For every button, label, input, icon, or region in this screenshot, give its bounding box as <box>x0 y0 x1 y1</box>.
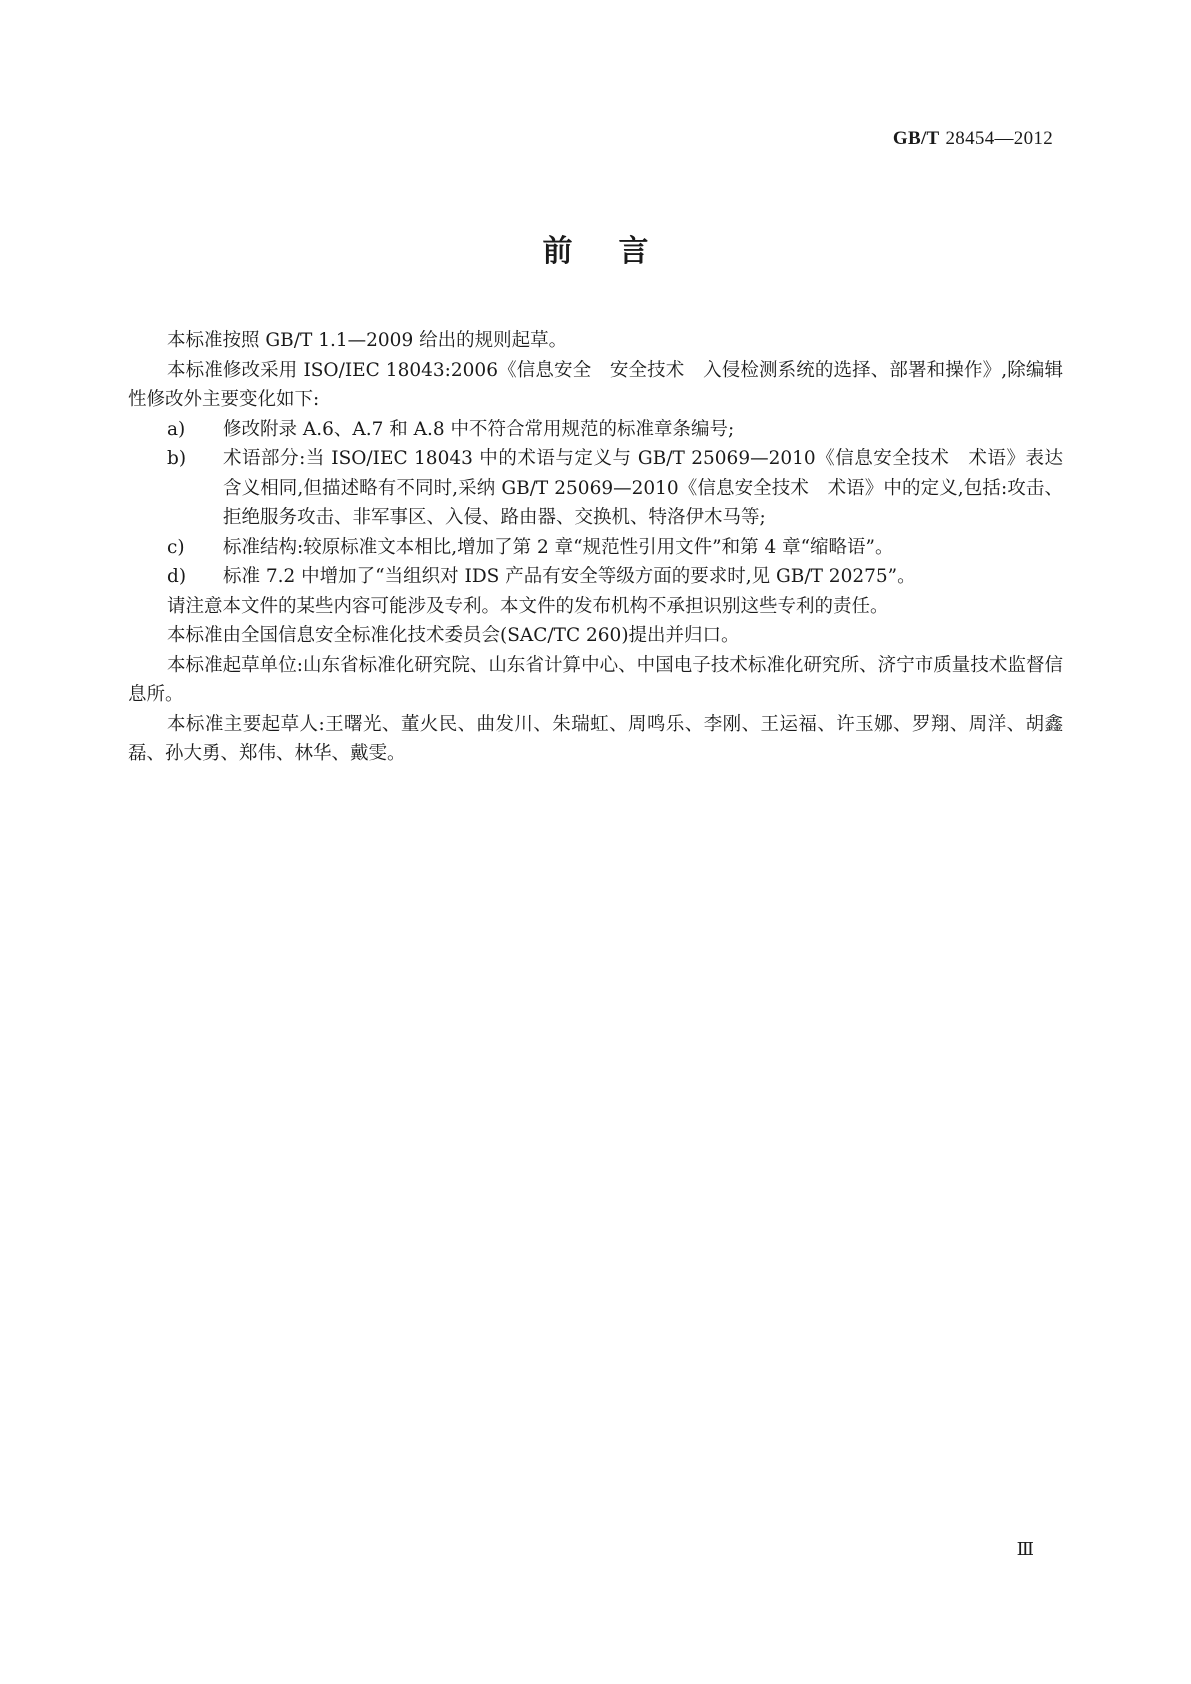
standard-number: 28454—2012 <box>945 128 1053 149</box>
list-item-text: 术语部分:当 ISO/IEC 18043 中的术语与定义与 GB/T 25069—2010《信息安全技术 术语》表达含义相同,但描述略有不同时,采纳 GB/T 25069—2010《信息安全技术 术语》中的定义,包括:攻击、拒绝服务攻击、非军事区、入侵、路由器、交换机、特洛伊木马等; <box>223 448 1063 528</box>
page-title: 前言 <box>542 234 695 269</box>
list-item-marker: d) <box>167 566 187 587</box>
list-item <box>128 444 1063 533</box>
paragraph-drafters: 本标准主要起草人:王曙光、董火民、曲发川、朱瑞虹、周鸣乐、李刚、王运福、许玉娜、罗翔、周洋、胡鑫磊、孙大勇、郑伟、林华、戴雯。 <box>128 713 1063 764</box>
list-item <box>128 533 1063 563</box>
list-item-text: 修改附录 A.6、A.7 和 A.8 中不符合常用规范的标准章条编号; <box>223 418 735 440</box>
list-item <box>128 415 1063 445</box>
list-item <box>128 562 1063 592</box>
list-item-marker: b) <box>167 448 187 469</box>
list-item-marker: a) <box>167 418 186 440</box>
paragraph-drafting-units: 本标准起草单位:山东省标准化研究院、山东省计算中心、中国电子技术标准化研究所、济宁市质量技术监督信息所。 <box>128 654 1063 705</box>
paragraph-patent-notice: 请注意本文件的某些内容可能涉及专利。本文件的发布机构不承担识别这些专利的责任。 <box>167 595 889 617</box>
foreword-body <box>128 326 1063 769</box>
list-item-text: 标准结构:较原标准文本相比,增加了第 2 章“规范性引用文件”和第 4 章“缩略语”。 <box>223 536 894 558</box>
standard-code: GB/T <box>892 128 940 149</box>
standard-designation <box>893 128 1053 150</box>
paragraph-drafting-rules: 本标准按照 GB/T 1.1—2009 给出的规则起草。 <box>167 330 568 351</box>
paragraph-adoption: 本标准修改采用 ISO/IEC 18043:2006《信息安全 安全技术 入侵检测系统的选择、部署和操作》,除编辑性修改外主要变化如下: <box>128 359 1063 410</box>
paragraph-proposer: 本标准由全国信息安全标准化技术委员会(SAC/TC 260)提出并归口。 <box>167 625 740 646</box>
list-item-text: 标准 7.2 中增加了“当组织对 IDS 产品有安全等级方面的要求时,见 GB/T 20275”。 <box>223 566 916 587</box>
list-item-marker: c) <box>167 536 185 558</box>
page-number: Ⅲ <box>1016 1539 1033 1559</box>
